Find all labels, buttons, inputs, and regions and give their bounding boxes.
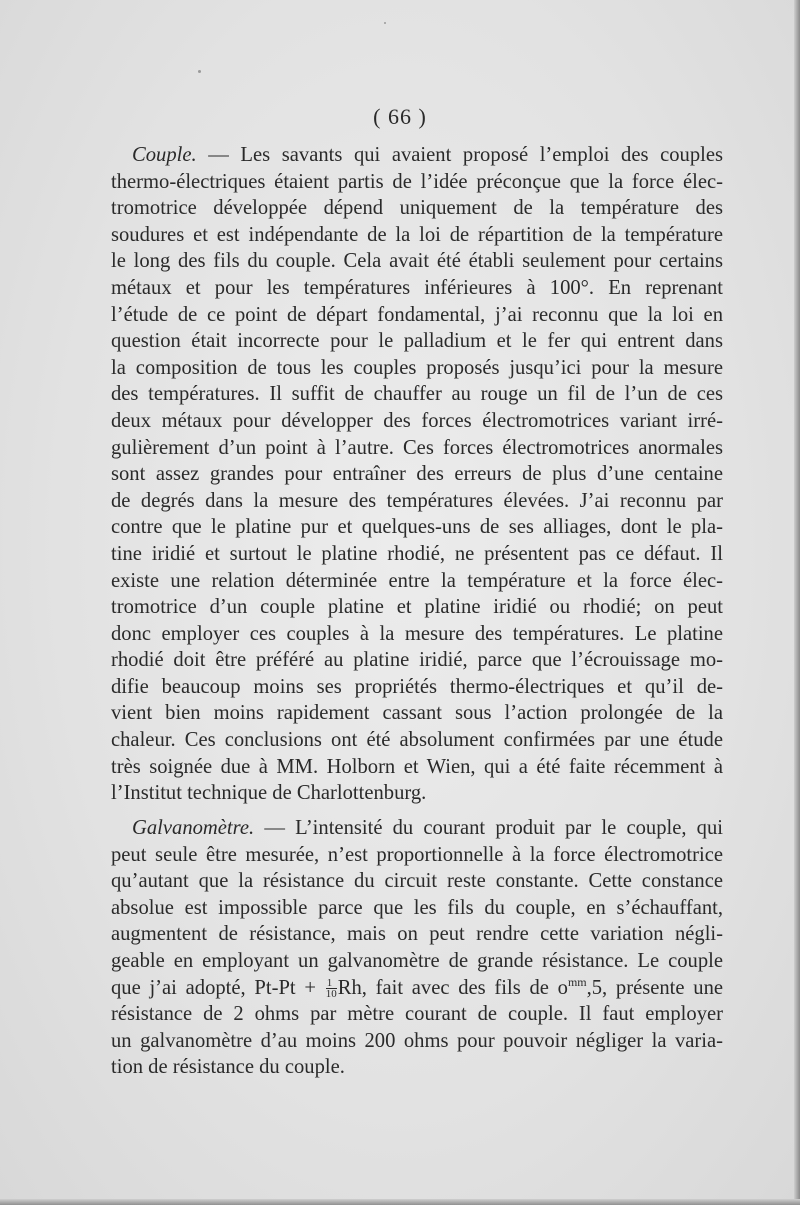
first-line-text: L’intensité du courant produit par le couple, qui (295, 817, 723, 839)
text-line: tion de résistance du couple. (111, 1056, 345, 1079)
heading-dash: — (196, 144, 241, 166)
fraction-numerator: 1 (326, 978, 337, 989)
fraction (326, 978, 337, 999)
page-number: ( 66 ) (373, 104, 427, 129)
paper-speck (198, 70, 201, 73)
text-line: donc employer ces couples à la mesure des températures. Le platine (111, 622, 723, 645)
text-line: peut seule être mesurée, n’est proportionnelle à la force électromotrice (111, 843, 723, 866)
text-line: absolue est impossible parce que les fils du couple, en s’échauffant, (111, 896, 723, 919)
text-line: sont assez grandes pour entraîner des erreurs de plus d’une centaine (111, 463, 723, 486)
text-line: soudures et est indépendante de la loi de répartition de la température (111, 223, 723, 246)
paragraph-first-line (111, 815, 723, 842)
text-line: chaleur. Ces conclusions ont été absolument confirmées par une étude (111, 729, 723, 752)
text-line: l’étude de ce point de départ fondamental, j’ai reconnu que la loi en (111, 303, 723, 326)
text-line: geable en employant un galvanomètre de grande résistance. Le couple (111, 949, 723, 972)
text-line: des températures. Il suffit de chauffer au rouge un fil de l’un de ces (111, 383, 723, 406)
paragraph-first-line (111, 142, 723, 169)
text-line: question était incorrecte pour le palladium et le fer qui entrent dans (111, 330, 723, 353)
formula-text-middle: Rh, fait avec des fils de o (337, 976, 568, 999)
text-line: très soignée due à MM. Holborn et Wien, qui a été faite récemment à (111, 755, 723, 778)
text-line: difie beaucoup moins ses propriétés thermo-électriques et qu’il de- (111, 675, 723, 698)
text-line: rhodié doit être préféré au platine iridié, parce que l’écrouissage mo- (111, 649, 723, 672)
unit-superscript: mm (567, 974, 587, 989)
text-line: thermo-électriques étaient partis de l’idée préconçue que la force élec- (111, 170, 723, 193)
page-edge-right (794, 0, 800, 1205)
text-line: tine iridié et surtout le platine rhodié, ne présentent pas ce défaut. Il (111, 542, 723, 565)
paragraph-galvanometre (111, 815, 723, 1081)
text-line: tromotrice développée dépend uniquement de la température des (111, 197, 723, 220)
section-heading-couple: Couple. (132, 144, 197, 166)
text-line: un galvanomètre d’au moins 200 ohms pour pouvoir négliger la varia- (111, 1029, 723, 1052)
text-line: deux métaux pour développer des forces électromotrices variant irré- (111, 409, 723, 432)
text-line: vient bien moins rapidement cassant sous l’action prolongée de la (111, 702, 723, 725)
text-line: métaux et pour les températures inférieures à 100°. En reprenant (111, 276, 723, 299)
text-line: existe une relation déterminée entre la température et la force élec- (111, 569, 723, 592)
text-line: de degrés dans la mesure des températures élevées. J’ai reconnu par (111, 489, 723, 512)
paper-speck (384, 22, 386, 24)
text-line: l’Institut technique de Charlottenburg. (111, 782, 427, 805)
section-heading-galvanometre: Galvanomètre. (132, 817, 255, 839)
text-line: gulièrement d’un point à l’autre. Ces forces électromotrices anormales (111, 436, 723, 459)
text-line: le long des fils du couple. Cela avait été établi seulement pour certains (111, 250, 723, 273)
text-line: tromotrice d’un couple platine et platine iridié ou rhodié; on peut (111, 596, 723, 619)
fraction-denominator: 10 (325, 988, 337, 1001)
heading-dash: — (254, 817, 296, 839)
text-line: résistance de 2 ohms par mètre courant de couple. Il faut employer (111, 1003, 723, 1026)
formula-line (111, 975, 723, 1002)
text-line: contre que le platine pur et quelques-uns de ses alliages, dont le pla- (111, 516, 723, 539)
first-line-text: Les savants qui avaient proposé l’emploi des couples (240, 144, 724, 166)
formula-text-before: que j’ai adopté, Pt-Pt + (111, 976, 325, 999)
text-line: augmentent de résistance, mais on peut rendre cette variation négli- (111, 923, 723, 946)
text-line: la composition de tous les couples proposés jusqu’ici pour la mesure (111, 356, 723, 379)
page-edge-bottom (0, 1199, 800, 1205)
formula-text-after: ,5, présente une (586, 976, 724, 999)
text-line: qu’autant que la résistance du circuit reste constante. Cette constance (111, 870, 723, 893)
paragraph-couple (111, 142, 723, 807)
